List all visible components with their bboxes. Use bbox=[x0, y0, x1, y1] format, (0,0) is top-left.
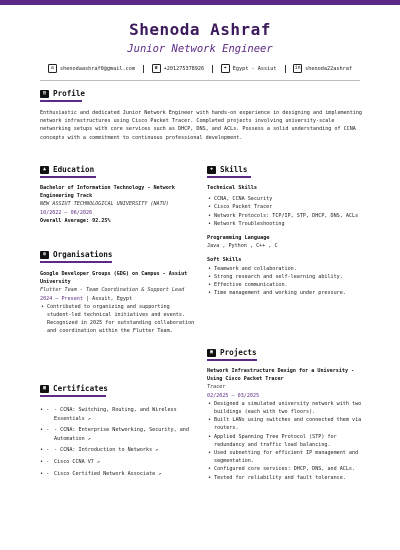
organisation-bullets bbox=[40, 303, 195, 336]
organisation-dates: 2024 – Present bbox=[40, 295, 83, 302]
list-item: • Effective communication. bbox=[207, 281, 362, 289]
location-contact bbox=[221, 64, 277, 73]
list-item: • Cisco Packet Tracer bbox=[207, 203, 362, 211]
education-block bbox=[40, 184, 195, 225]
list-item: • Network Troubleshooting bbox=[207, 220, 362, 228]
phone-text[interactable]: +201275378926 bbox=[163, 65, 205, 72]
puzzle-icon: ✚ bbox=[207, 166, 216, 174]
overall-average: Overall Average: 92.25% bbox=[40, 217, 111, 224]
job-title: Junior Network Engineer bbox=[127, 43, 273, 55]
list-item: • Contributed to organizing and supporting student-led technical initiatives and events. Recognized in 2025 for outstanding collaboration and coordination within the Flutter Team. bbox=[40, 303, 195, 336]
education-underline bbox=[40, 176, 96, 178]
certificates-title: Certificates bbox=[53, 384, 108, 393]
programming-title: Programming Language bbox=[207, 235, 270, 242]
skills-block bbox=[207, 184, 362, 297]
projects-underline bbox=[207, 359, 257, 361]
phone-contact[interactable] bbox=[152, 64, 205, 73]
organisation-block bbox=[40, 270, 195, 336]
education-title: Education bbox=[53, 165, 95, 174]
linkedin-contact[interactable] bbox=[293, 64, 352, 73]
programming-languages: Java , Python , C++ , C bbox=[207, 243, 278, 250]
phone-icon: ☎ bbox=[152, 64, 161, 73]
list-item: • Strong research and self-learning ability. bbox=[207, 273, 362, 281]
certificates-underline bbox=[40, 395, 106, 397]
organisation-meta bbox=[40, 295, 195, 303]
list-item: • Time management and working under pressure. bbox=[207, 289, 362, 297]
certificates-heading bbox=[40, 384, 108, 393]
education-heading bbox=[40, 165, 94, 174]
education-dates: 10/2022 – 06/2026 bbox=[40, 209, 93, 216]
school: NEW ASSIUT TECHNOLOGICAL UNIVERSITY (NATU) bbox=[40, 201, 169, 208]
email-contact[interactable] bbox=[48, 64, 135, 73]
organisation-name: Google Developer Groups (GDG) on Campus - Assiut University bbox=[40, 271, 188, 286]
organisation-location: Assuit, Egypt bbox=[92, 295, 133, 302]
certificates-list bbox=[40, 406, 195, 478]
list-item: • Teamwork and collaboration. bbox=[207, 265, 362, 273]
technical-skills-title: Technical Skills bbox=[207, 185, 257, 191]
list-item: • Applied Spanning Tree Protocol (STP) for redundancy and traffic load balancing. bbox=[207, 433, 362, 449]
project-name: Network Infrastructure Design for a University - Using Cisco Packet Tracer bbox=[207, 368, 355, 383]
soft-skills-list bbox=[207, 265, 362, 298]
profile-title: Profile bbox=[53, 89, 86, 98]
linkedin-icon: in bbox=[294, 65, 301, 71]
contact-bar bbox=[0, 64, 400, 73]
organisations-title: Organisations bbox=[53, 250, 113, 259]
skills-title: Skills bbox=[220, 165, 248, 174]
organisations-heading bbox=[40, 250, 112, 259]
list-item: • Built LANs using switches and connected them via routers. bbox=[207, 416, 362, 432]
profile-summary: Enthusiastic and dedicated Junior Network Engineer with hands-on experience in designing and implementing network infrastructures using Cisco Packet Tracer. Completed projects involving university-scale networking setups with core services such as DHCP, DNS, and ACLs. Possess a solid understanding of CCNA concepts with a commitment to continuous professional development. bbox=[40, 110, 363, 141]
list-item: • Tested for reliability and fault tolerance. bbox=[207, 474, 362, 482]
projects-heading bbox=[207, 348, 257, 357]
project-dates: 02/2025 – 03/2025 bbox=[207, 392, 260, 399]
certificate-item[interactable]: • - - CCNA: Introduction to Networks ↗ bbox=[40, 446, 195, 455]
list-item: • Designed a simulated university network with two buildings (each with two floors). bbox=[207, 400, 362, 416]
technical-skills-list bbox=[207, 195, 362, 228]
location-text: Egypt - Assiut bbox=[232, 65, 277, 72]
list-item: • Network Protocols: TCP/IP, STP, DHCP, DNS, ACLs bbox=[207, 212, 362, 220]
soft-skills-title: Soft Skills bbox=[207, 257, 242, 264]
contact-separator bbox=[285, 65, 286, 73]
profile-underline bbox=[40, 100, 82, 102]
project-bullets bbox=[207, 400, 362, 482]
certificate-item[interactable]: • - Cisco CCNA V7 ↗ bbox=[40, 458, 195, 467]
list-item: • CCNA, CCNA Security bbox=[207, 195, 362, 203]
organisations-underline bbox=[40, 261, 112, 263]
degree: Bachelor of Information Technology - Network Engineering Track bbox=[40, 185, 175, 200]
email-text[interactable]: shenodaashraf0@gmail.com bbox=[60, 65, 135, 72]
linkedin-text[interactable]: shenoda22ashraf bbox=[305, 65, 352, 72]
list-item: • Used subnetting for efficient IP management and segmentation. bbox=[207, 449, 362, 465]
contact-separator bbox=[212, 65, 213, 73]
certificate-item[interactable]: • - - CCNA: Enterprise Networking, Security, and Automation ↗ bbox=[40, 426, 195, 443]
skills-underline bbox=[207, 176, 251, 178]
header-divider bbox=[40, 80, 360, 81]
projects-title: Projects bbox=[220, 348, 257, 357]
candidate-name: Shenoda Ashraf bbox=[129, 20, 271, 39]
project-block bbox=[207, 367, 362, 482]
certificate-icon: ▦ bbox=[40, 385, 49, 393]
globe-icon: ◍ bbox=[40, 251, 49, 259]
skills-heading bbox=[207, 165, 247, 174]
certificate-item[interactable]: • - - CCNA: Switching, Routing, and Wireless Essentials ↗ bbox=[40, 406, 195, 423]
certificate-item[interactable]: • - Cisco Certified Network Associate ↗ bbox=[40, 470, 195, 479]
profile-icon: ▤ bbox=[40, 90, 49, 98]
contact-separator bbox=[143, 65, 144, 73]
meta-separator: | bbox=[86, 295, 93, 302]
organisation-role: Flutter Team - Team Coordination & Support Lead bbox=[40, 287, 185, 294]
graduation-cap-icon: ▲ bbox=[40, 166, 49, 174]
list-item: • Configured core services: DHCP, DNS, and ACLs. bbox=[207, 465, 362, 473]
project-tool: Tracer bbox=[207, 384, 226, 391]
top-accent-bar bbox=[0, 0, 400, 5]
location-icon: ⌖ bbox=[221, 64, 230, 73]
profile-heading bbox=[40, 89, 85, 98]
mail-icon: ✉ bbox=[48, 64, 57, 73]
briefcase-icon: ▣ bbox=[207, 349, 216, 357]
